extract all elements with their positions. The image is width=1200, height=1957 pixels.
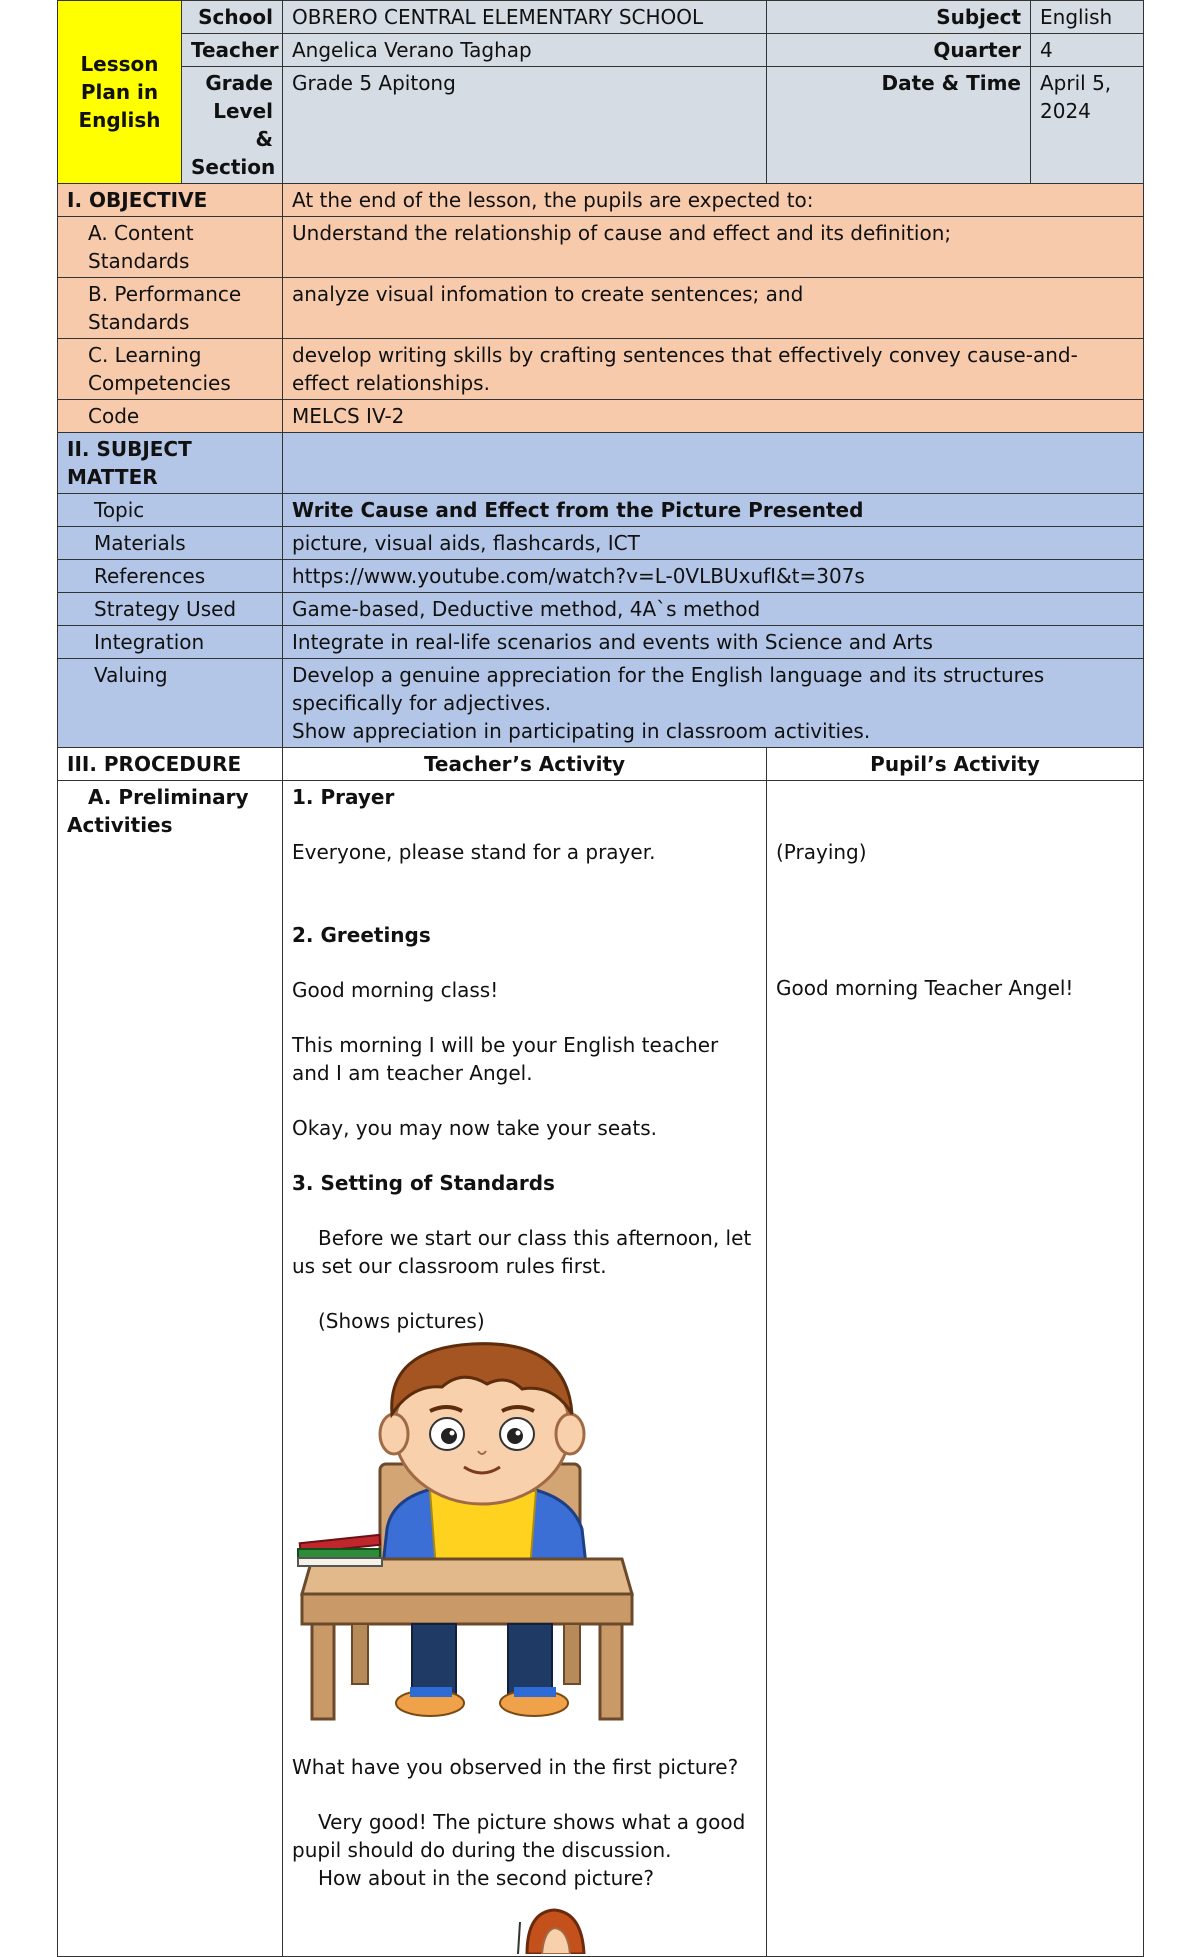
code-label: Code [58,400,283,433]
subject-matter-heading: II. SUBJECT MATTER [58,433,283,494]
boy-at-desk-illustration [292,1339,692,1725]
lesson-plan-title: Lesson Plan in English [58,1,182,184]
greetings-heading: 2. Greetings [292,923,431,947]
shows-pictures: (Shows pictures) [318,1309,485,1333]
materials-value: picture, visual aids, flashcards, ICT [283,527,1144,560]
code-value: MELCS IV-2 [283,400,1144,433]
quarter-label: Quarter [767,34,1031,67]
grade-label: Grade Level & Section [182,67,283,184]
learning-competencies-value: develop writing skills by crafting sentences that effectively convey cause-and-effect relationships. [283,339,1144,400]
content-standards-label: A. Content Standards [58,217,283,278]
teacher-value: Angelica Verano Taghap [283,34,767,67]
observe-question: What have you observed in the first picture? [292,1755,739,1779]
second-picture-question: How about in the second picture? [318,1866,654,1890]
greet-response: Good morning Teacher Angel! [776,976,1074,1000]
teacher-label: Teacher [182,34,283,67]
performance-standards-label: B. Performance Standards [58,278,283,339]
preliminary-activities-label: A. Preliminary Activities [58,781,283,1957]
topic-label: Topic [58,494,283,527]
learning-competencies-label: C. Learning Competencies [58,339,283,400]
strategy-label: Strategy Used [58,593,283,626]
greet-line-3: Okay, you may now take your seats. [292,1116,657,1140]
school-value: OBRERO CENTRAL ELEMENTARY SCHOOL [283,1,767,34]
subject-value: English [1031,1,1144,34]
praying-response: (Praying) [776,840,867,864]
references-label: References [58,560,283,593]
greet-line-1: Good morning class! [292,978,499,1002]
subject-matter-blank [283,433,1144,494]
teacher-activity-heading: Teacher’s Activity [283,748,767,781]
very-good-line: Very good! The picture shows what a good pupil should do during the discussion. [292,1810,746,1862]
strategy-value: Game-based, Deductive method, 4A`s method [283,593,1144,626]
pupil-activity-heading: Pupil’s Activity [767,748,1144,781]
content-standards-value: Understand the relationship of cause and effect and its definition; [283,217,1144,278]
pupil-activity-column [767,781,1144,1957]
quarter-value: 4 [1031,34,1144,67]
standards-line-1: Before we start our class this afternoon, let us set our classroom rules first. [292,1226,752,1278]
grade-value: Grade 5 Apitong [283,67,767,184]
topic-value: Write Cause and Effect from the Picture Presented [283,494,1144,527]
standards-heading: 3. Setting of Standards [292,1171,555,1195]
valuing-label: Valuing [58,659,283,748]
prayer-heading: 1. Prayer [292,785,395,809]
integration-value: Integrate in real-life scenarios and events with Science and Arts [283,626,1144,659]
references-value[interactable]: https://www.youtube.com/watch?v=L-0VLBUxufI&t=307s [283,560,1144,593]
valuing-value: Develop a genuine appreciation for the English language and its structures specifically for adjectives. Show appreciation in participating in classroom activities. [283,659,1144,748]
prayer-line: Everyone, please stand for a prayer. [292,840,656,864]
girl-illustration-partial [292,1904,692,1954]
materials-label: Materials [58,527,283,560]
objective-intro: At the end of the lesson, the pupils are expected to: [283,184,1144,217]
school-label: School [182,1,283,34]
greet-line-2: This morning I will be your English teacher and I am teacher Angel. [292,1033,719,1085]
date-label: Date & Time [767,67,1031,184]
date-value: April 5, 2024 [1031,67,1144,184]
performance-standards-value: analyze visual infomation to create sentences; and [283,278,1144,339]
procedure-heading: III. PROCEDURE [58,748,283,781]
integration-label: Integration [58,626,283,659]
lesson-plan-table [57,0,1144,1957]
subject-label: Subject [767,1,1031,34]
objective-heading: I. OBJECTIVE [58,184,283,217]
teacher-activity-column [283,781,767,1957]
